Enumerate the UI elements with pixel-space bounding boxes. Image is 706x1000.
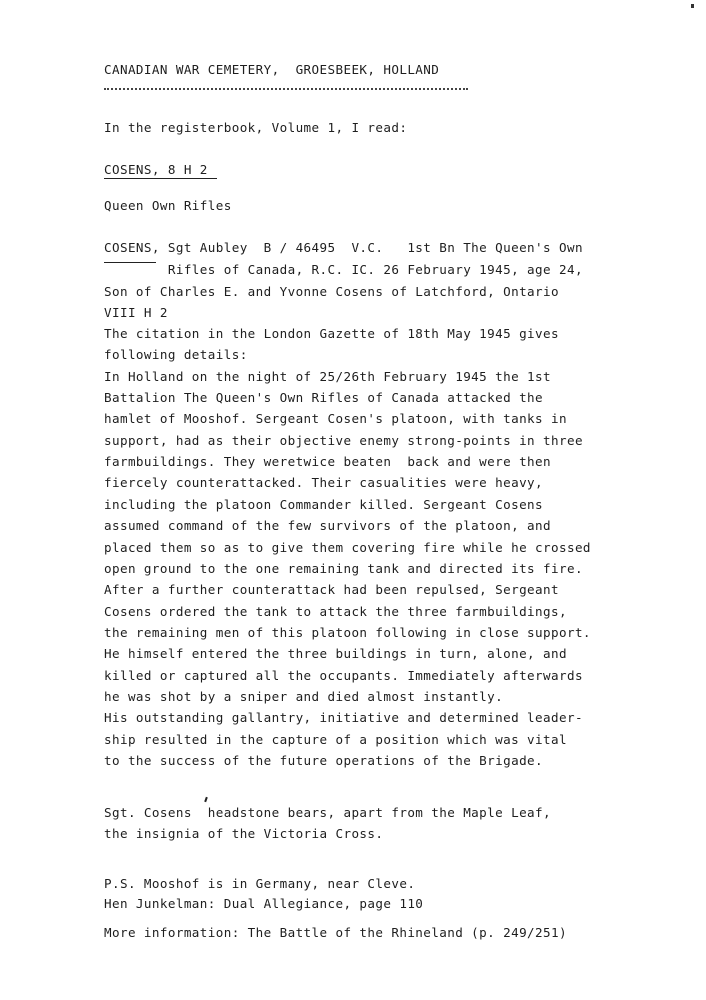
citation-line: In Holland on the night of 25/26th February 1945 the 1st [104,369,551,384]
citation-line: the remaining men of this platoon following in close support. [104,625,591,640]
entry-line: Rifles of Canada, R.C. IC. 26 February 1945, age 24, [104,262,583,277]
citation-line: placed them so as to give them covering fire while he crossed [104,540,591,555]
citation-line: ship resulted in the capture of a position which was vital [104,732,567,747]
postscript-line: P.S. Mooshof is in Germany, near Cleve. [104,876,416,891]
citation-line: killed or captured all the occupants. Immediately afterwards [104,668,583,683]
citation-line: farmbuildings. They weretwice beaten back and were then [104,454,551,469]
citation-line: to the success of the future operations of the Brigade. [104,753,544,768]
unit-short: Queen Own Rifles [104,198,232,213]
corner-mark [691,4,694,8]
citation-intro-line: The citation in the London Gazette of 18th May 1945 gives [104,326,559,341]
citation-line: Battalion The Queen's Own Rifles of Canada attacked the [104,390,544,405]
citation-line: he was shot by a sniper and died almost instantly. [104,689,504,704]
citation-line: open ground to the one remaining tank and directed its fire. [104,561,583,576]
intro-line: In the registerbook, Volume 1, I read: [104,120,408,135]
source-line: Hen Junkelman: Dual Allegiance, page 110 [104,896,424,911]
heading-dotted-rule [104,88,468,90]
citation-line: Cosens ordered the tank to attack the three farmbuildings, [104,604,567,619]
grave-reference-underline [104,178,217,179]
citation-line: His outstanding gallantry, initiative and determined leader- [104,710,583,725]
heading: CANADIAN WAR CEMETERY, GROESBEEK, HOLLAND [104,62,440,77]
citation-line: including the platoon Commander killed. Sergeant Cosens [104,497,544,512]
headstone-line: the insignia of the Victoria Cross. [104,826,384,841]
entry-line: COSENS, Sgt Aubley B / 46495 V.C. 1st Bn The Queen's Own [104,240,583,255]
grave-reference: COSENS, 8 H 2 [104,162,208,177]
citation-line: assumed command of the few survivors of the platoon, and [104,518,551,533]
apostrophe-mark [204,797,208,802]
citation-line: support, had as their objective enemy strong-points in three [104,433,583,448]
citation-intro-line: following details: [104,347,248,362]
entry-line: Son of Charles E. and Yvonne Cosens of Latchford, Ontario [104,284,559,299]
citation-line: He himself entered the three buildings in turn, alone, and [104,646,567,661]
more-info-line: More information: The Battle of the Rhineland (p. 249/251) [104,925,567,940]
entry-line: VIII H 2 [104,305,168,320]
citation-line: fiercely counterattacked. Their casualities were heavy, [104,475,544,490]
citation-line: hamlet of Mooshof. Sergeant Cosen's platoon, with tanks in [104,411,567,426]
citation-line: After a further counterattack had been repulsed, Sergeant [104,582,559,597]
headstone-line: Sgt. Cosens headstone bears, apart from the Maple Leaf, [104,805,551,820]
